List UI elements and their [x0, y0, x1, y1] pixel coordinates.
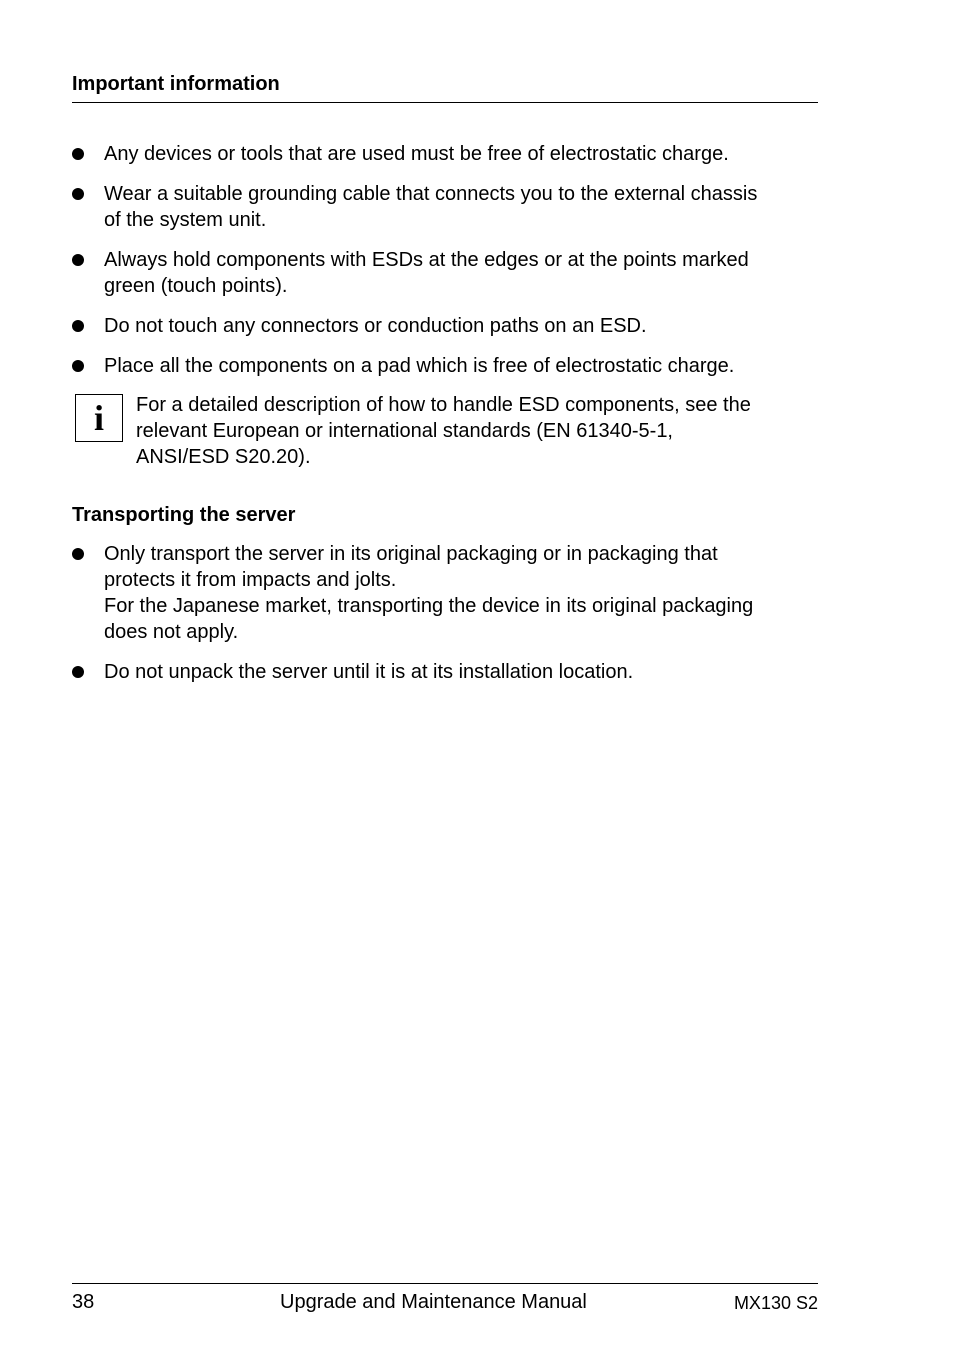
bullet-icon: [72, 148, 84, 160]
list-item: [72, 353, 818, 379]
page-header: [72, 72, 818, 103]
list-item-text: For the Japanese market, transporting the device in its original packaging: [104, 595, 754, 617]
list-item-text: Do not touch any connectors or conduction paths on an ESD.: [104, 315, 647, 337]
list-item: [72, 141, 818, 167]
info-note-line: ANSI/ESD S20.20).: [136, 446, 311, 468]
list-item-text: Wear a suitable grounding cable that connects you to the external chassis: [104, 183, 758, 205]
list-item: [72, 313, 818, 339]
info-note-line: relevant European or international standards (EN 61340-5-1,: [136, 420, 673, 442]
bullet-icon: [72, 254, 84, 266]
list-item-text: green (touch points).: [104, 275, 288, 297]
list-item: [72, 181, 818, 233]
bullet-icon: [72, 360, 84, 372]
info-icon-glyph: i: [93, 398, 104, 438]
list-item-text: Only transport the server in its original packaging or in packaging that: [104, 543, 718, 565]
info-icon: [75, 394, 123, 442]
list-item: [72, 659, 818, 685]
list-item-text: does not apply.: [104, 621, 239, 643]
header-title: Important information: [72, 73, 280, 95]
list-item: [72, 247, 818, 299]
page-footer: [72, 1283, 818, 1324]
list-item-text: Always hold components with ESDs at the edges or at the points marked: [104, 249, 749, 271]
list-item-text: Place all the components on a pad which is free of electrostatic charge.: [104, 355, 735, 377]
list-item-text: of the system unit.: [104, 209, 267, 231]
bullet-icon: [72, 320, 84, 332]
page-number: 38: [72, 1291, 95, 1313]
manual-title: Upgrade and Maintenance Manual: [280, 1291, 587, 1313]
bullet-icon: [72, 666, 84, 678]
esd-precautions-list: [72, 141, 818, 393]
list-item-text: protects it from impacts and jolts.: [104, 569, 397, 591]
transport-list: [72, 541, 818, 699]
bullet-icon: [72, 548, 84, 560]
model-name: MX130 S2: [733, 1293, 818, 1313]
list-item-text: Do not unpack the server until it is at its installation location.: [104, 661, 634, 683]
list-item: [72, 541, 818, 645]
info-note-line: For a detailed description of how to handle ESD components, see the: [136, 394, 751, 416]
info-note: [136, 392, 818, 470]
bullet-icon: [72, 188, 84, 200]
list-item-text: Any devices or tools that are used must be free of electrostatic charge.: [104, 143, 729, 165]
section-heading-transport: Transporting the server: [72, 504, 296, 526]
